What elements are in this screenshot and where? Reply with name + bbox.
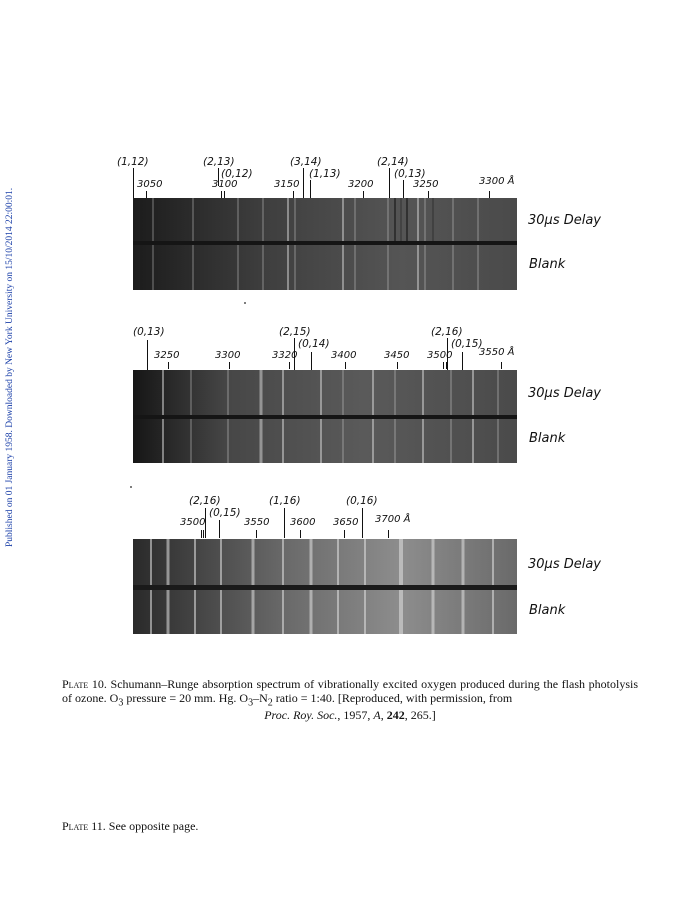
band-label: (3,14) [290, 156, 322, 168]
band-label: (2,16) [189, 495, 221, 507]
band-marker [303, 168, 304, 198]
wavelength-label: 3500 [180, 517, 206, 528]
caption-citation: Proc. Roy. Soc., 1957, A, 242, 265.] [264, 708, 436, 723]
band-label: (2,14) [377, 156, 409, 168]
band-marker [462, 352, 463, 370]
speck [244, 302, 246, 304]
tick [289, 362, 290, 369]
delay-label: 30µs Delay [528, 213, 601, 228]
tick [345, 362, 346, 369]
band-marker [403, 180, 404, 198]
wavelength-label: 3550 [244, 517, 270, 528]
tick [203, 530, 204, 538]
band-marker [362, 508, 363, 538]
tick [221, 191, 222, 198]
band-label: (1,16) [269, 495, 301, 507]
tick [229, 362, 230, 369]
band-label: (2,15) [279, 326, 311, 338]
speck [130, 486, 132, 488]
wavelength-label: 3650 [333, 517, 359, 528]
tick [224, 191, 225, 198]
tick [489, 191, 490, 198]
delay-label: 30µs Delay [528, 386, 601, 401]
tick [446, 362, 447, 369]
band-marker [219, 520, 220, 538]
tick [443, 362, 444, 369]
band-marker [311, 352, 312, 370]
wavelength-label: 3250 [413, 179, 439, 190]
band-label: (0,15) [209, 507, 241, 519]
blank-label: Blank [529, 603, 566, 618]
wavelength-label: 3100 [212, 179, 238, 190]
blank-label: Blank [529, 257, 566, 272]
band-label: (2,16) [431, 326, 463, 338]
wavelength-label: 3320 [272, 350, 298, 361]
band-label: (0,16) [346, 495, 378, 507]
wavelength-label: 3400 [331, 350, 357, 361]
spectrum-strip [133, 539, 517, 634]
tick [428, 191, 429, 198]
band-marker [284, 508, 285, 538]
delay-label: 30µs Delay [528, 557, 601, 572]
download-watermark: Published on 01 January 1958. Downloaded by New York University on 15/10/2014 22:00:01. [5, 187, 15, 548]
wavelength-label: 3600 [290, 517, 316, 528]
wavelength-label: 3200 [348, 179, 374, 190]
spectrum-strip [133, 370, 517, 463]
tick [363, 191, 364, 198]
band-marker [389, 168, 390, 198]
tick [344, 530, 345, 538]
band-label: (0,15) [451, 338, 483, 350]
wavelength-label: 3300 Å [479, 176, 515, 187]
band-label: (1,13) [309, 168, 341, 180]
band-label: (1,12) [117, 156, 149, 168]
band-label: (0,13) [394, 168, 426, 180]
plate-11-note: Plate 11. See opposite page. [62, 819, 199, 833]
wavelength-label: 3250 [154, 350, 180, 361]
band-marker [147, 340, 148, 370]
wavelength-label: 3700 Å [375, 514, 411, 525]
tick [397, 362, 398, 369]
band-label: (0,13) [133, 326, 165, 338]
tick [300, 530, 301, 538]
wavelength-label: 3550 Å [479, 347, 515, 358]
tick [388, 530, 389, 538]
tick [168, 362, 169, 369]
band-marker [310, 180, 311, 198]
tick [146, 191, 147, 198]
wavelength-label: 3500 [427, 350, 453, 361]
tick [201, 530, 202, 538]
tick [256, 530, 257, 538]
plate-word: Plate [62, 677, 89, 691]
band-label: (0,14) [298, 338, 330, 350]
band-label: (0,12) [221, 168, 253, 180]
blank-label: Blank [529, 431, 566, 446]
band-label: (2,13) [203, 156, 235, 168]
wavelength-label: 3150 [274, 179, 300, 190]
spectrum-strip [133, 198, 517, 290]
tick [501, 362, 502, 369]
tick [293, 191, 294, 198]
wavelength-label: 3300 [215, 350, 241, 361]
band-marker [133, 168, 134, 198]
wavelength-label: 3050 [137, 179, 163, 190]
plate-caption: Plate 10. Schumann–Runge absorption spectrum of vibrationally excited oxygen produced during the flash photolysis of ozone. $O_3$ pressure = 20 mm. Hg. $O_3-N_2$ ratio = 1:40. [Reproduced, with permission, from Proc. Roy. Soc., 1957, A, 242, 265.] [62, 677, 638, 723]
wavelength-label: 3450 [384, 350, 410, 361]
